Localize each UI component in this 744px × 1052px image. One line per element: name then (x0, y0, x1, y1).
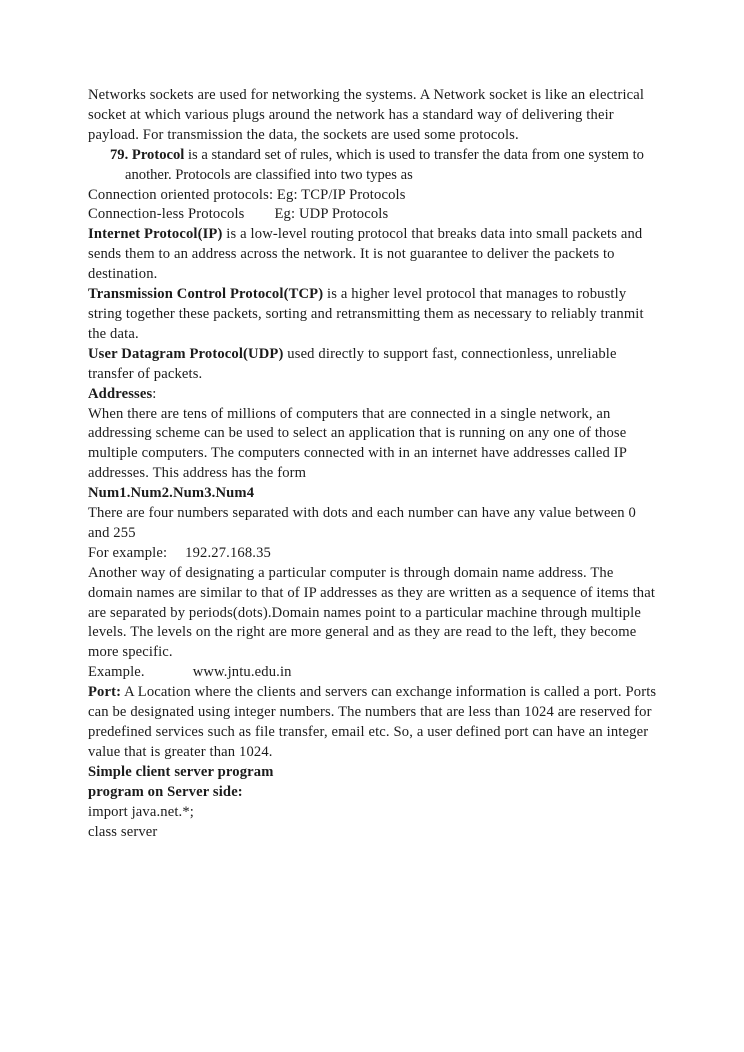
address-form (88, 484, 658, 504)
program-heading-2 (88, 783, 658, 803)
connection-less-label: Connection-less Protocols (88, 206, 245, 223)
ip-example-line (88, 544, 658, 564)
port-body: A Location where the clients and servers can exchange information is called a port. Ports can be designated using integer numbers. The numbers that are less than 1024 are reserved for predefined services such as file transfer, email etc. So, a user defined port can have an integer value that is greater than 1024. (88, 684, 657, 760)
tcp-body: is a higher level protocol that manages to robustly string together these packets, sorting and retransmitting them as necessary to reliably tranmit the data. (88, 286, 644, 342)
program-heading-2-text: program on Server side: (88, 783, 243, 800)
connection-less-example: Eg: UDP Protocols (274, 206, 389, 223)
addresses-heading-term: Addresses (88, 385, 153, 402)
address-form-text: Num1.Num2.Num3.Num4 (88, 485, 255, 502)
address-range-note: There are four numbers separated with dots and each number can have any value between 0 and 255 (88, 505, 636, 541)
udp-body: used directly to support fast, connectionless, unreliable transfer of packets. (88, 345, 617, 382)
protocol-item-body: is a standard set of rules, which is used to transfer the data from one system to another. Protocols are classified into two types as (125, 146, 644, 183)
protocol-item-number: 79. (110, 146, 129, 163)
addresses-heading (88, 385, 658, 405)
addresses-paragraph: When there are tens of millions of computers that are connected in a single network, an addressing scheme can be used to select an application that is running on any one of those multiple computers. The computers connected with in an internet have addresses called IP addresses. This address has the form (88, 405, 627, 482)
addresses-heading-colon: : (152, 385, 157, 402)
domain-name-paragraph: Another way of designating a particular computer is through domain name address. The domain names are similar to that of IP addresses as they are written as a sequence of items that are separated by periods(dots).Domain names point to a particular machine through multiple levels. The levels on the right are more general and as they are read to the left, they become more specific. (88, 564, 656, 661)
connection-less-line (88, 205, 658, 225)
tcp-paragraph (88, 285, 658, 345)
document-body (88, 86, 658, 842)
protocol-item-term: Protocol (131, 146, 185, 163)
ip-example-label: For example: (88, 544, 168, 561)
protocol-list-item (88, 146, 658, 186)
code-line-class: class server (88, 823, 158, 840)
intro-paragraph: Networks sockets are used for networking the systems. A Network socket is like an electrical socket at which various plugs around the network has a standard way of delivering their payload. For transmission the data, the sockets are used some protocols. (88, 87, 645, 143)
ip-body: is a low-level routing protocol that breaks data into small packets and sends them to an address across the network. It is not guarantee to deliver the packets to destination. (88, 226, 643, 283)
ip-term: Internet Protocol(IP) (88, 226, 223, 243)
ip-example-value: 192.27.168.35 (185, 544, 271, 561)
port-term: Port: (88, 684, 122, 701)
connection-oriented-line: Connection oriented protocols: Eg: TCP/IP Protocols (88, 186, 406, 203)
program-heading-1-text: Simple client server program (88, 763, 274, 780)
udp-paragraph (88, 345, 658, 385)
domain-example-line (88, 663, 658, 683)
domain-example-label: Example. (88, 664, 145, 681)
code-line-import: import java.net.*; (88, 803, 194, 820)
udp-term: User Datagram Protocol(UDP) (88, 345, 284, 362)
tcp-term: Transmission Control Protocol(TCP) (88, 286, 324, 303)
program-heading-1 (88, 763, 658, 783)
domain-example-value: www.jntu.edu.in (192, 664, 292, 681)
ip-paragraph (88, 225, 658, 285)
port-paragraph (88, 683, 658, 763)
